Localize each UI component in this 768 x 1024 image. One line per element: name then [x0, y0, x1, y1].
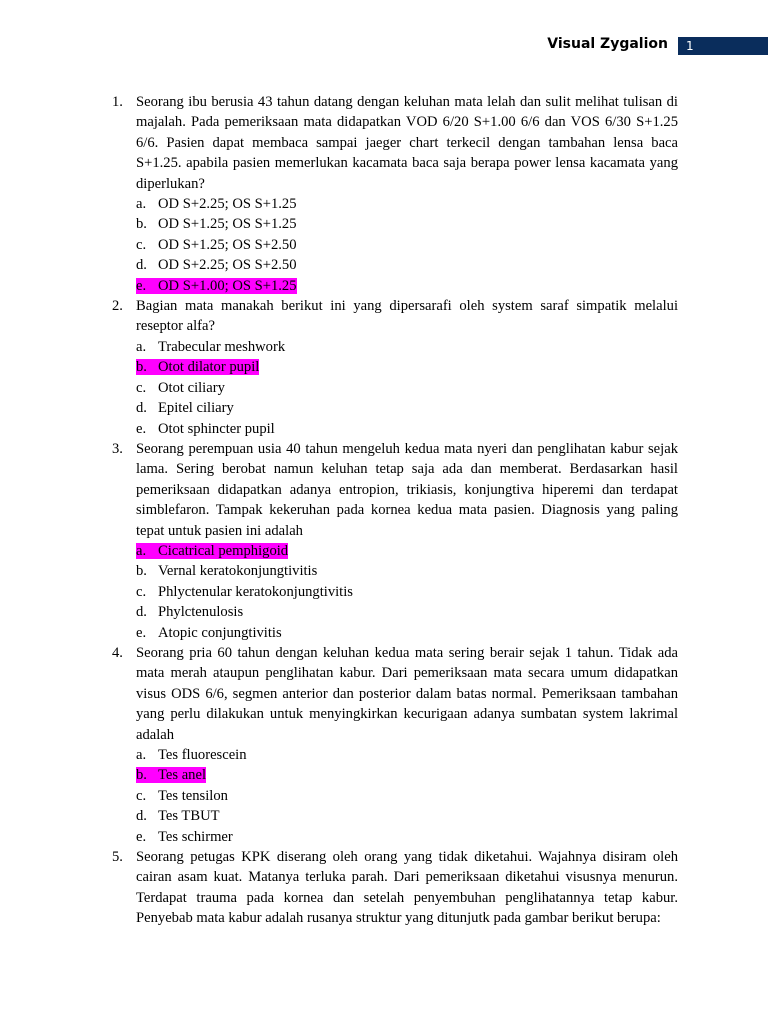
option-e: e. Atopic conjungtivitis — [136, 624, 282, 641]
question-1 — [108, 92, 678, 296]
document-header-title: Visual Zygalion — [547, 36, 668, 52]
question-number: 5. — [112, 849, 123, 866]
option-d: d. Epitel ciliary — [136, 400, 234, 417]
option-b-highlighted-answer: b. Tes anel — [136, 767, 207, 784]
option-a-highlighted-answer: a. Cicatrical pemphigoid — [136, 542, 289, 559]
question-3 — [108, 439, 678, 643]
question-text: Seorang pria 60 tahun dengan keluhan kedua mata sering berair sejak 1 tahun. Tidak ada mata merah ataupun penglihatan kabur. Dari pemeriksaan mata secara umum didapatkan visus ODS 6/6, segmen anterior dan posterior dalam batas normal. Pemeriksaan tambahan yang perlu dilakukan untuk menyingkirkan kecurigaan adanya sumbatan system lakrimal adalah — [136, 644, 678, 743]
option-a: a. OD S+2.25; OS S+1.25 — [136, 196, 297, 213]
question-4 — [108, 643, 678, 847]
option-b-highlighted-answer: b. Otot dilator pupil — [136, 359, 260, 376]
question-text: Seorang petugas KPK diserang oleh orang yang tidak diketahui. Wajahnya disiram oleh cairan asam kuat. Matanya terluka parah. Dari pemeriksaan diketahui visusnya menurun. Terdapat trauma pada kornea dan setelah penyembuhan penglihatannya tetap kabur. Penyebab mata kabur adalah rusanya struktur yang ditunjutk pada gambar berikut berupa: — [136, 849, 678, 927]
option-c: c. Phlyctenular keratokonjungtivitis — [136, 583, 353, 600]
question-list — [108, 92, 678, 929]
option-b: b. OD S+1.25; OS S+1.25 — [136, 216, 297, 233]
option-d: d. Tes TBUT — [136, 808, 220, 825]
option-e-highlighted-answer: e. OD S+1.00; OS S+1.25 — [136, 277, 297, 294]
page-number-badge: 1 — [678, 37, 768, 55]
option-c: c. Otot ciliary — [136, 379, 225, 396]
question-2 — [108, 296, 678, 439]
question-text: Seorang ibu berusia 43 tahun datang dengan keluhan mata lelah dan sulit melihat tulisan di majalah. Pada pemeriksaan mata didapatkan VOD 6/20 S+1.00 6/6 dan VOS 6/30 S+1.25 6/6. Pasien dapat membaca sampai jaeger chart terkecil dengan tambahan lensa baca S+1.25. apabila pasien memerlukan kacamata baca saja berapa power lensa kacamata yang diperlukan? — [136, 94, 678, 192]
question-number: 3. — [112, 440, 123, 457]
option-c: c. OD S+1.25; OS S+2.50 — [136, 236, 297, 253]
question-number: 4. — [112, 644, 123, 661]
option-a: a. Trabecular meshwork — [136, 338, 286, 355]
question-5 — [108, 847, 678, 929]
option-b: b. Vernal keratokonjungtivitis — [136, 563, 318, 580]
option-a: a. Tes fluorescein — [136, 747, 247, 763]
option-d: d. OD S+2.25; OS S+2.50 — [136, 257, 297, 274]
option-c: c. Tes tensilon — [136, 787, 228, 804]
question-text: Seorang perempuan usia 40 tahun mengeluh kedua mata nyeri dan penglihatan kabur sejak lama. Sering berobat namun keluhan tetap saja ada dan memberat. Berdasarkan hasil pemeriksaan didapatkan adanya entropion, trikiasis, konjungtiva hiperemi dan terdapat simblefaron. Tampak kekeruhan pada kornea kedua mata pasien. Diagnosis yang paling tepat untuk pasien ini adalah — [136, 440, 678, 539]
question-text: Bagian mata manakah berikut ini yang dipersarafi oleh system saraf simpatik melalui reseptor alfa? — [136, 298, 678, 335]
option-e: e. Otot sphincter pupil — [136, 420, 275, 437]
question-number: 2. — [112, 298, 123, 315]
option-e: e. Tes schirmer — [136, 828, 233, 845]
question-number: 1. — [112, 94, 123, 110]
option-d: d. Phylctenulosis — [136, 604, 244, 621]
